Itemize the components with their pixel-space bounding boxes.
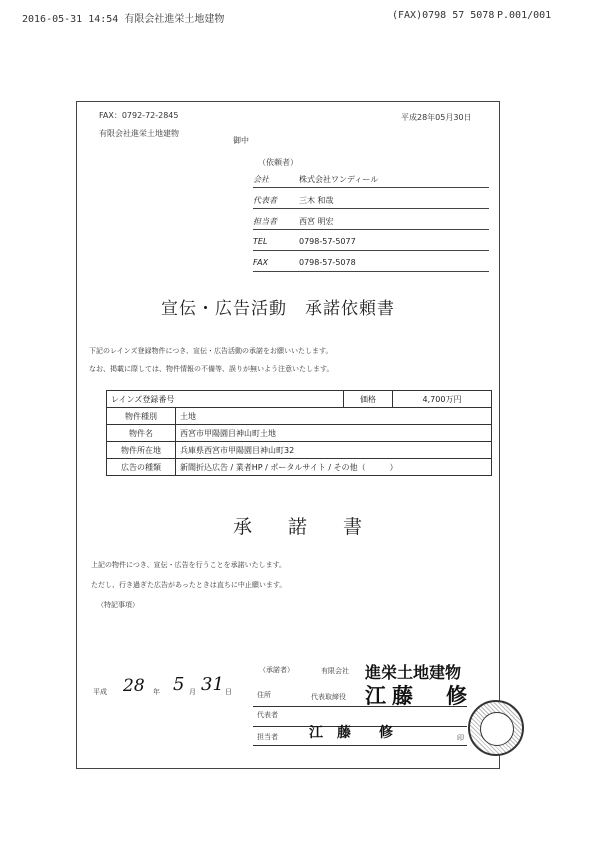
client-label-company: 会社 bbox=[253, 175, 269, 184]
approval-title: 承諾書 bbox=[233, 516, 399, 538]
date-day-unit: 日 bbox=[225, 688, 232, 696]
table-row bbox=[107, 459, 492, 476]
company-name: 進栄土地建物 bbox=[365, 663, 462, 682]
document-frame bbox=[76, 101, 500, 769]
contact-person-line bbox=[253, 745, 467, 746]
recipient-name: 有限会社進栄土地建物 bbox=[99, 129, 179, 138]
approval-line-1: 上記の物件につき、宣伝・広告を行うことを承諾いたします。 bbox=[91, 561, 287, 569]
property-location-value: 兵庫県西宮市甲陽園目神山町32 bbox=[176, 442, 492, 459]
address-line bbox=[253, 706, 467, 707]
date-year: 28 bbox=[123, 676, 145, 696]
fax-header-center: (FAX)0798 57 5078 bbox=[392, 10, 495, 21]
table-row bbox=[107, 425, 492, 442]
client-label-contact-person: 担当者 bbox=[253, 217, 277, 226]
property-location-label: 物件所在地 bbox=[107, 442, 176, 459]
table-row bbox=[107, 408, 492, 425]
intro-line-1: 下記のレインズ登録物件につき、宣伝・広告活動の承諾をお願いいたします。 bbox=[89, 347, 333, 355]
seal-mark: 印 bbox=[457, 734, 464, 742]
property-name-value: 西宮市甲陽園目神山町土地 bbox=[176, 425, 492, 442]
date-day: 31 bbox=[201, 674, 224, 695]
representative-label: 代表者 bbox=[257, 711, 278, 719]
client-row-contact-person bbox=[253, 212, 489, 230]
date-year-unit: 年 bbox=[153, 688, 160, 696]
date-era: 平成 bbox=[93, 688, 107, 696]
approval-line-2: ただし、行き過ぎた広告があったときは直ちに中止願います。 bbox=[91, 581, 287, 589]
document-title: 宣伝・広告活動 承諾依頼書 bbox=[161, 299, 395, 319]
property-table bbox=[106, 390, 492, 476]
date-month-unit: 月 bbox=[189, 688, 196, 696]
intro-line-2: なお、掲載に際しては、物件情報の不備等、誤りが無いよう注意いたします。 bbox=[89, 365, 334, 373]
property-name-label: 物件名 bbox=[107, 425, 176, 442]
document-date: 平成28年05月30日 bbox=[401, 113, 472, 122]
fax-header-left: 2016-05-31 14:54 有限会社進栄土地建物 bbox=[22, 14, 225, 25]
recipient-honorific: 御中 bbox=[233, 136, 249, 145]
ad-type-value: 新聞折込広告 / 業者HP / ポータルサイト / その他（ ） bbox=[176, 459, 492, 476]
reins-number-label: レインズ登録番号 bbox=[107, 391, 344, 408]
client-value-contact-person: 西宮 明宏 bbox=[299, 217, 334, 226]
contact-person-name: 江 藤 修 bbox=[309, 725, 393, 741]
representative-name: 江藤 修 bbox=[365, 683, 473, 708]
client-row-representative bbox=[253, 191, 489, 209]
property-type-value: 土地 bbox=[176, 408, 492, 425]
fax-transmission-header bbox=[22, 6, 602, 28]
client-row-company bbox=[253, 170, 489, 188]
property-type-label: 物件種別 bbox=[107, 408, 176, 425]
price-label: 価格 bbox=[344, 391, 393, 408]
table-row bbox=[107, 391, 492, 408]
client-heading: （依頼者） bbox=[258, 158, 298, 167]
client-row-tel bbox=[253, 233, 489, 251]
table-row bbox=[107, 442, 492, 459]
client-label-fax: FAX bbox=[253, 258, 269, 267]
client-value-company: 株式会社ワンディール bbox=[299, 175, 379, 184]
fax-header-right: P.001/001 bbox=[497, 10, 552, 21]
price-value: 4,700万円 bbox=[393, 391, 492, 408]
client-label-tel: TEL bbox=[253, 237, 268, 246]
approver-label: （承諾者） bbox=[259, 666, 294, 674]
ad-type-label: 広告の種類 bbox=[107, 459, 176, 476]
company-prefix: 有限会社 bbox=[321, 667, 349, 675]
client-value-representative: 三木 和哉 bbox=[299, 196, 334, 205]
special-notes-label: （特記事項） bbox=[97, 601, 139, 609]
date-month: 5 bbox=[173, 674, 185, 695]
client-value-tel: 0798-57-5077 bbox=[299, 237, 356, 246]
contact-person-label: 担当者 bbox=[257, 733, 278, 741]
company-seal-icon bbox=[468, 700, 524, 756]
representative-title: 代表取締役 bbox=[311, 693, 346, 701]
client-row-fax bbox=[253, 254, 489, 272]
client-value-fax: 0798-57-5078 bbox=[299, 258, 356, 267]
address-label: 住所 bbox=[257, 691, 271, 699]
fax-to-number: FAX：0792-72-2845 bbox=[99, 111, 179, 120]
client-label-representative: 代表者 bbox=[253, 196, 277, 205]
